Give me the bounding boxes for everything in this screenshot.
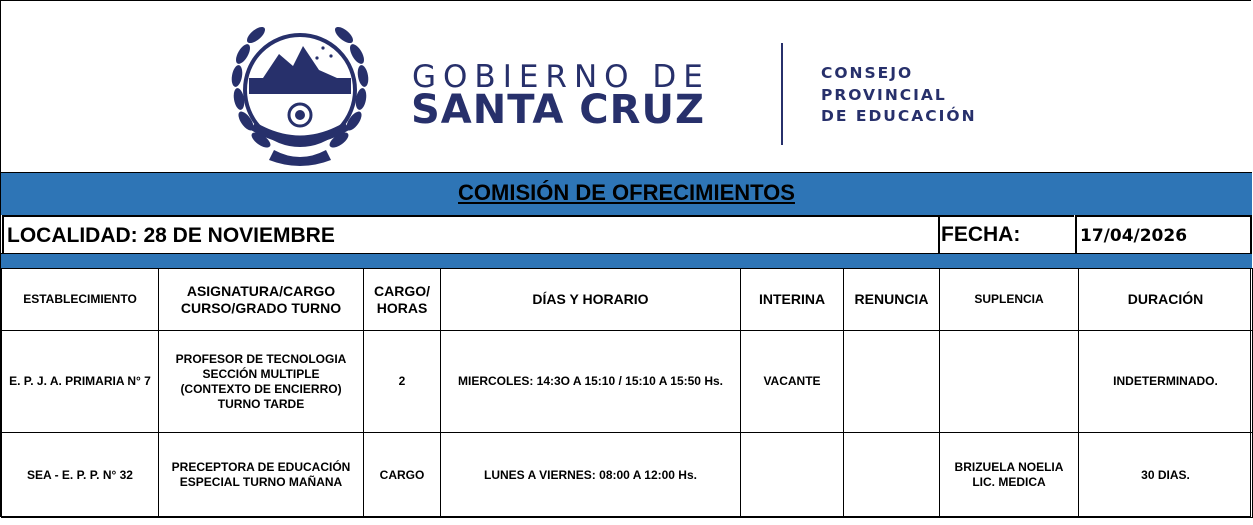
header-renuncia: RENUNCIA: [844, 269, 940, 331]
fecha-value-cell: [1075, 215, 1252, 255]
localidad-row: [1, 215, 1252, 253]
gov-title-line1: GOBIERNO DE: [412, 59, 710, 95]
cell-asignatura-line: PRECEPTORA DE EDUCACIÓN: [171, 460, 351, 474]
cell-suplencia: [940, 433, 1079, 518]
header-duracion: DURACIÓN: [1079, 269, 1253, 331]
cell-suplencia-line: BRIZUELA NOELIA: [954, 460, 1064, 474]
cell-cargo: 2: [364, 331, 441, 433]
cell-suplencia: [940, 331, 1079, 433]
fecha-label: FECHA:: [941, 223, 1021, 246]
header-cargo-line2: HORAS: [376, 299, 428, 316]
council-line-1: CONSEJO: [821, 64, 914, 82]
table-header-row: [2, 269, 1253, 331]
cell-establecimiento: SEA - E. P. P. N° 32: [2, 433, 159, 518]
table-row: [2, 331, 1253, 433]
cell-asignatura-line: ESPECIAL TURNO MAÑANA: [179, 475, 343, 489]
localidad-text: LOCALIDAD: 28 DE NOVIEMBRE: [7, 224, 335, 247]
fecha-label-cell: [938, 215, 1074, 255]
cell-asignatura-line: SECCIÓN MULTIPLE: [202, 366, 320, 381]
cell-asignatura: [159, 331, 364, 433]
title-band: [1, 172, 1252, 216]
cell-duracion: 30 DIAS.: [1079, 433, 1253, 518]
council-name: [821, 63, 977, 128]
page-title: COMISIÓN DE OFRECIMIENTOS: [458, 180, 795, 205]
cell-suplencia-line: LIC. MEDICA: [972, 475, 1046, 489]
cell-renuncia: [844, 433, 940, 518]
cell-interina: [741, 433, 844, 518]
header-cargo-line1: CARGO/: [374, 282, 430, 299]
provincial-seal-logo: [219, 14, 381, 169]
cell-asignatura-line: PROFESOR DE TECNOLOGIA: [175, 351, 347, 366]
table-row: [2, 433, 1253, 518]
cell-duracion: INDETERMINADO.: [1079, 331, 1253, 433]
header-divider: [781, 43, 783, 145]
cell-cargo: CARGO: [364, 433, 441, 518]
header-establecimiento: ESTABLECIMIENTO: [2, 269, 159, 331]
localidad-cell: [2, 215, 940, 255]
header-cargo: [364, 269, 441, 331]
council-line-3: DE EDUCACIÓN: [821, 107, 977, 125]
header-interina: INTERINA: [741, 269, 844, 331]
gov-title-line2: SANTA CRUZ: [411, 87, 705, 133]
cell-renuncia: [844, 331, 940, 433]
cell-asignatura-line: TURNO TARDE: [217, 396, 305, 411]
header-asignatura: [159, 269, 364, 331]
header-asignatura-line1: ASIGNATURA/CARGO: [186, 282, 336, 299]
fecha-value: 17/04/2026: [1080, 226, 1188, 246]
offers-table: [1, 268, 1253, 518]
separator-band: [1, 253, 1252, 269]
cell-dias: LUNES A VIERNES: 08:00 A 12:00 Hs.: [441, 433, 741, 518]
header-asignatura-line2: CURSO/GRADO TURNO: [180, 299, 342, 316]
council-line-2: PROVINCIAL: [821, 85, 947, 104]
cell-interina: VACANTE: [741, 331, 844, 433]
cell-dias: MIERCOLES: 14:3O A 15:10 / 15:10 A 15:50 Hs.: [441, 331, 741, 433]
letterhead: [1, 1, 1252, 172]
header-suplencia: SUPLENCIA: [940, 269, 1079, 331]
cell-asignatura-line: (CONTEXTO DE ENCIERRO): [180, 381, 342, 396]
header-dias: DÍAS Y HORARIO: [441, 269, 741, 331]
cell-asignatura: [159, 433, 364, 518]
cell-establecimiento: E. P. J. A. PRIMARIA N° 7: [2, 331, 159, 433]
